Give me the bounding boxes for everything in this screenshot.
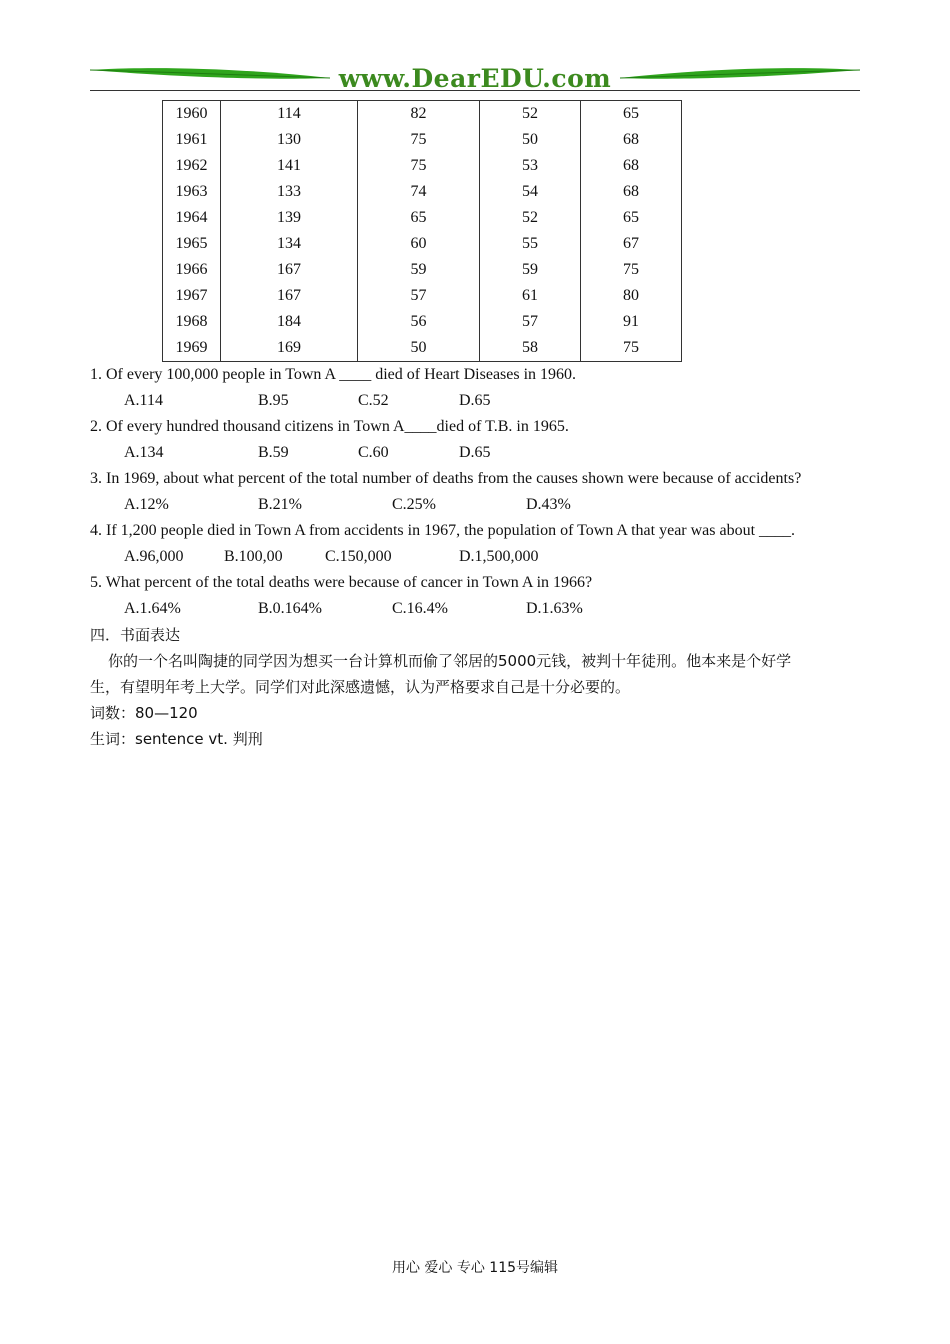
q4-option-a[interactable]: A.96,000: [124, 548, 184, 565]
table-cell-value: 57: [480, 309, 581, 335]
table-cell-value: 91: [581, 309, 682, 335]
table-row: [163, 309, 682, 335]
question-3: 3. In 1969, about what percent of the total number of deaths from the causes shown were because of accidents?: [90, 470, 802, 487]
table-cell-year: 1965: [163, 231, 221, 257]
table-cell-value: 82: [358, 101, 480, 128]
table-cell-value: 67: [581, 231, 682, 257]
table-cell-value: 75: [358, 153, 480, 179]
table-row: [163, 231, 682, 257]
q5-option-d[interactable]: D.1.63%: [526, 600, 583, 617]
table-cell-year: 1960: [163, 101, 221, 128]
table-cell-value: 55: [480, 231, 581, 257]
table-cell-value: 58: [480, 335, 581, 362]
table-cell-value: 80: [581, 283, 682, 309]
table-cell-year: 1968: [163, 309, 221, 335]
table-cell-value: 53: [480, 153, 581, 179]
table-cell-value: 130: [221, 127, 358, 153]
q2-option-b[interactable]: B.59: [258, 444, 289, 461]
table-row: [163, 127, 682, 153]
table-cell-value: 56: [358, 309, 480, 335]
q5-option-a[interactable]: A.1.64%: [124, 600, 181, 617]
q3-option-a[interactable]: A.12%: [124, 496, 169, 513]
q3-option-b[interactable]: B.21%: [258, 496, 302, 513]
vocabulary-note: 生词：sentence vt. 判刑: [90, 730, 263, 748]
writing-prompt-line-1: 你的一个名叫陶捷的同学因为想买一台计算机而偷了邻居的5000元钱，被判十年徒刑。他本来是个好学: [108, 652, 792, 670]
q4-option-b[interactable]: B.100,00: [224, 548, 283, 565]
table-cell-value: 60: [358, 231, 480, 257]
q2-option-a[interactable]: A.134: [124, 444, 164, 461]
table-cell-year: 1967: [163, 283, 221, 309]
table-cell-year: 1966: [163, 257, 221, 283]
table-cell-year: 1962: [163, 153, 221, 179]
q1-option-d[interactable]: D.65: [459, 392, 491, 409]
table-cell-value: 68: [581, 127, 682, 153]
q1-option-b[interactable]: B.95: [258, 392, 289, 409]
q3-option-d[interactable]: D.43%: [526, 496, 571, 513]
table-cell-value: 57: [358, 283, 480, 309]
q1-option-c[interactable]: C.52: [358, 392, 389, 409]
table-cell-value: 65: [581, 101, 682, 128]
question-5: 5. What percent of the total deaths were because of cancer in Town A in 1966?: [90, 574, 593, 591]
q2-option-c[interactable]: C.60: [358, 444, 389, 461]
table-cell-year: 1961: [163, 127, 221, 153]
table-row: [163, 153, 682, 179]
table-cell-value: 50: [480, 127, 581, 153]
table-cell-value: 74: [358, 179, 480, 205]
table-cell-value: 65: [581, 205, 682, 231]
header-divider: [90, 90, 860, 91]
table-cell-value: 75: [358, 127, 480, 153]
question-1: 1. Of every 100,000 people in Town A ____ died of Heart Diseases in 1960.: [90, 366, 577, 383]
word-count: 词数：80—120: [90, 704, 198, 722]
section-title-writing: 四．书面表达: [90, 626, 181, 644]
table-cell-value: 65: [358, 205, 480, 231]
table-cell-value: 59: [480, 257, 581, 283]
q4-option-d[interactable]: D.1,500,000: [459, 548, 539, 565]
q2-option-d[interactable]: D.65: [459, 444, 491, 461]
statistics-table: [162, 100, 682, 362]
q3-option-c[interactable]: C.25%: [392, 496, 436, 513]
table-row: [163, 335, 682, 362]
table-cell-value: 75: [581, 257, 682, 283]
table-cell-value: 54: [480, 179, 581, 205]
table-cell-value: 52: [480, 101, 581, 128]
table-cell-value: 169: [221, 335, 358, 362]
q5-option-b[interactable]: B.0.164%: [258, 600, 322, 617]
table-cell-year: 1969: [163, 335, 221, 362]
table-row: [163, 257, 682, 283]
table-row: [163, 101, 682, 128]
table-cell-value: 184: [221, 309, 358, 335]
table-cell-value: 59: [358, 257, 480, 283]
table-cell-value: 61: [480, 283, 581, 309]
table-cell-year: 1964: [163, 205, 221, 231]
table-cell-value: 139: [221, 205, 358, 231]
table-row: [163, 179, 682, 205]
table-cell-value: 50: [358, 335, 480, 362]
table-cell-value: 134: [221, 231, 358, 257]
writing-prompt-line-2: 生，有望明年考上大学。同学们对此深感遗憾，认为严格要求自己是十分必要的。: [90, 678, 631, 696]
table-cell-value: 167: [221, 257, 358, 283]
question-4: 4. If 1,200 people died in Town A from accidents in 1967, the population of Town A that year was about ____.: [90, 522, 796, 539]
q4-option-c[interactable]: C.150,000: [325, 548, 392, 565]
table-cell-value: 75: [581, 335, 682, 362]
table-cell-value: 141: [221, 153, 358, 179]
table-cell-value: 114: [221, 101, 358, 128]
table-row: [163, 205, 682, 231]
page-footer: 用心 爱心 专心 115号编辑: [391, 1260, 559, 1276]
table-cell-value: 52: [480, 205, 581, 231]
q5-option-c[interactable]: C.16.4%: [392, 600, 448, 617]
question-2: 2. Of every hundred thousand citizens in Town A____died of T.B. in 1965.: [90, 418, 569, 435]
table-cell-value: 68: [581, 179, 682, 205]
site-logo[interactable]: www.DearEDU.com: [338, 64, 612, 93]
table-cell-value: 68: [581, 153, 682, 179]
table-cell-value: 167: [221, 283, 358, 309]
q1-option-a[interactable]: A.114: [124, 392, 163, 409]
table-cell-year: 1963: [163, 179, 221, 205]
table-row: [163, 283, 682, 309]
table-cell-value: 133: [221, 179, 358, 205]
